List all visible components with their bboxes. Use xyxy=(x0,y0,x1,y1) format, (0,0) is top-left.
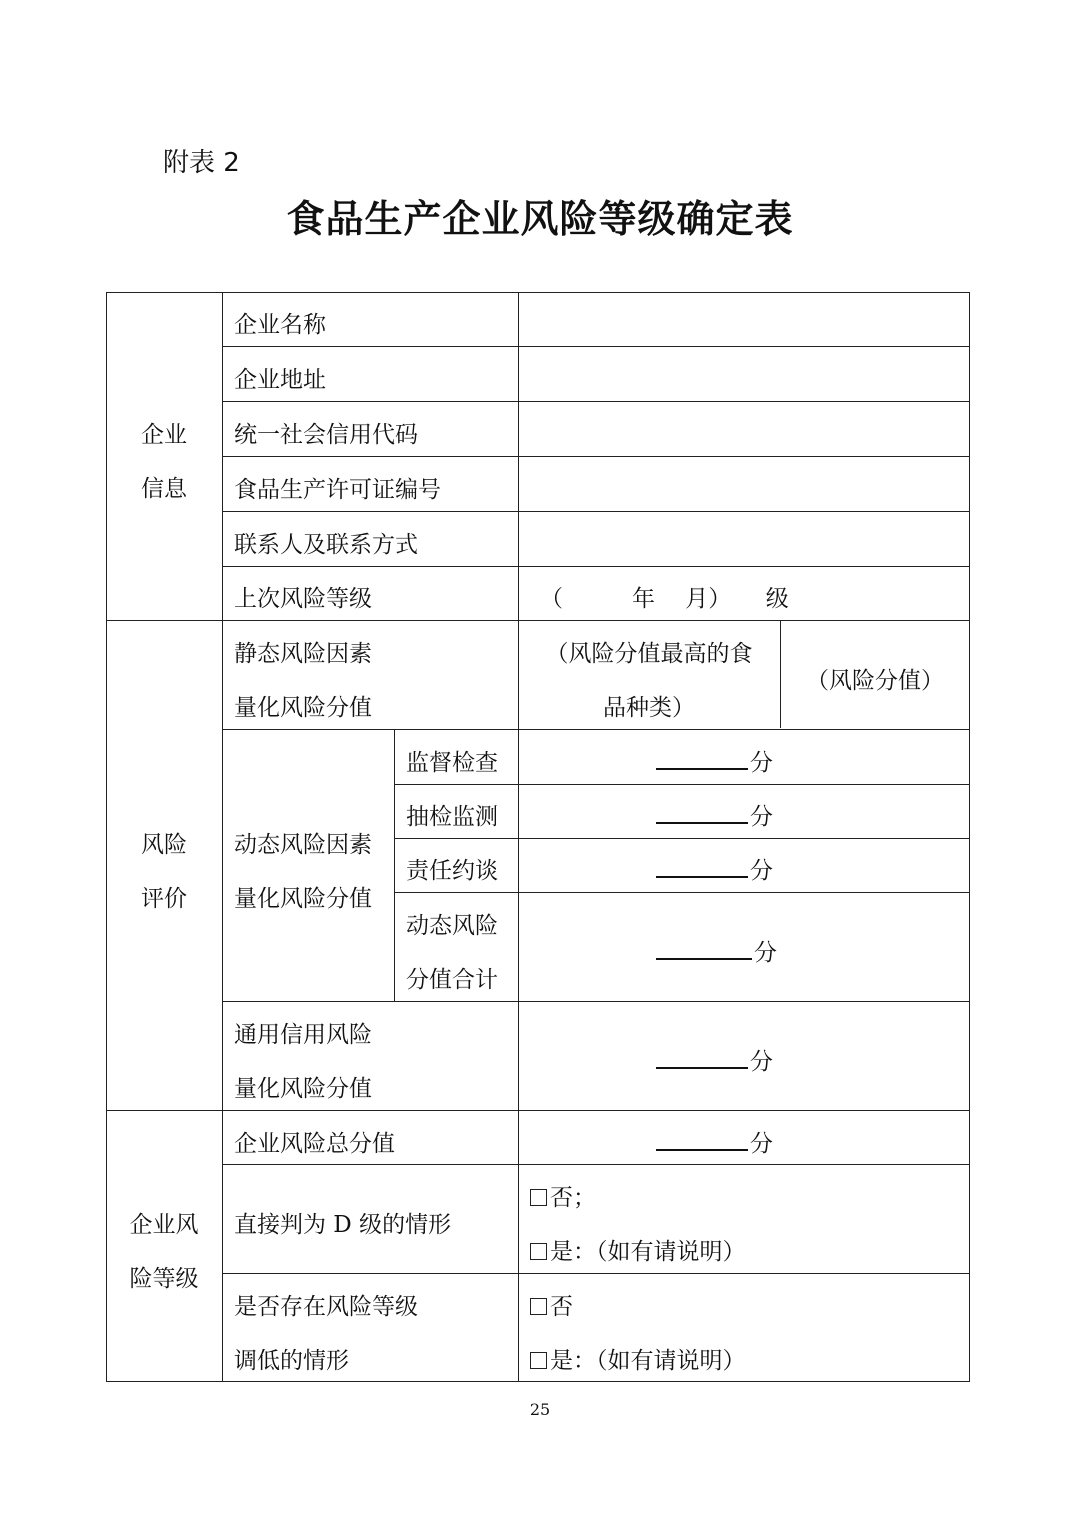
section-risk-level: 企业风 险等级 xyxy=(129,1212,199,1292)
page-number: 25 xyxy=(529,1400,551,1419)
score-blank xyxy=(656,1123,748,1151)
field-license-number[interactable] xyxy=(520,458,968,510)
field-static-risk-score[interactable]: （风险分值） xyxy=(806,668,944,694)
downgrade-no-option[interactable]: 否 xyxy=(530,1280,960,1334)
field-total-score[interactable]: 分 xyxy=(656,1117,856,1171)
label-supervision: 监督检查 xyxy=(406,750,498,776)
checkbox-icon[interactable] xyxy=(530,1298,547,1315)
field-interview-score[interactable]: 分 xyxy=(656,844,856,898)
d-level-options xyxy=(530,1171,960,1279)
label-dynamic-total: 动态风险 分值合计 xyxy=(406,913,498,993)
label-downgrade: 是否存在风险等级 调低的情形 xyxy=(234,1294,418,1374)
label-credit-code: 统一社会信用代码 xyxy=(234,422,418,448)
score-blank xyxy=(656,796,748,824)
field-static-risk-category[interactable]: （风险分值最高的食 品种类） xyxy=(545,641,753,721)
label-last-risk-level: 上次风险等级 xyxy=(234,586,372,612)
field-supervision-score[interactable]: 分 xyxy=(656,736,856,790)
field-credit-code[interactable] xyxy=(520,403,968,455)
field-dynamic-total-score[interactable]: 分 xyxy=(656,926,856,980)
score-blank xyxy=(656,1041,748,1069)
label-d-level: 直接判为 D 级的情形 xyxy=(234,1212,452,1238)
page-title: 食品生产企业风险等级确定表 xyxy=(286,197,794,241)
checkbox-icon[interactable] xyxy=(530,1352,547,1369)
downgrade-yes-option[interactable]: 是：（如有请说明） xyxy=(530,1334,960,1388)
label-sampling: 抽检监测 xyxy=(406,804,498,830)
checkbox-icon[interactable] xyxy=(530,1189,547,1206)
downgrade-options xyxy=(530,1280,960,1388)
label-total-score: 企业风险总分值 xyxy=(234,1131,395,1157)
score-blank xyxy=(656,932,752,960)
label-company-name: 企业名称 xyxy=(234,312,326,338)
d-level-no-option[interactable]: 否； xyxy=(530,1171,960,1225)
section-risk-evaluation: 风险 评价 xyxy=(141,832,187,912)
field-last-risk-level[interactable]: （ 年 月） 级 xyxy=(540,586,789,612)
field-contact[interactable] xyxy=(520,513,968,565)
field-company-address[interactable] xyxy=(520,348,968,400)
score-blank xyxy=(656,850,748,878)
checkbox-icon[interactable] xyxy=(530,1243,547,1260)
d-level-yes-option[interactable]: 是：（如有请说明） xyxy=(530,1225,960,1279)
section-company-info: 企业 信息 xyxy=(141,422,187,502)
label-license-number: 食品生产许可证编号 xyxy=(234,477,441,503)
field-sampling-score[interactable]: 分 xyxy=(656,790,856,844)
label-credit-risk: 通用信用风险 量化风险分值 xyxy=(234,1022,372,1102)
label-static-risk: 静态风险因素 量化风险分值 xyxy=(234,641,372,721)
label-interview: 责任约谈 xyxy=(406,858,498,884)
score-blank xyxy=(656,742,748,770)
label-contact: 联系人及联系方式 xyxy=(234,532,418,558)
label-dynamic-risk: 动态风险因素 量化风险分值 xyxy=(234,832,372,912)
field-company-name[interactable] xyxy=(520,294,968,346)
annex-label: 附表 2 xyxy=(163,148,240,178)
label-company-address: 企业地址 xyxy=(234,367,326,393)
field-credit-risk-score[interactable]: 分 xyxy=(656,1035,856,1089)
